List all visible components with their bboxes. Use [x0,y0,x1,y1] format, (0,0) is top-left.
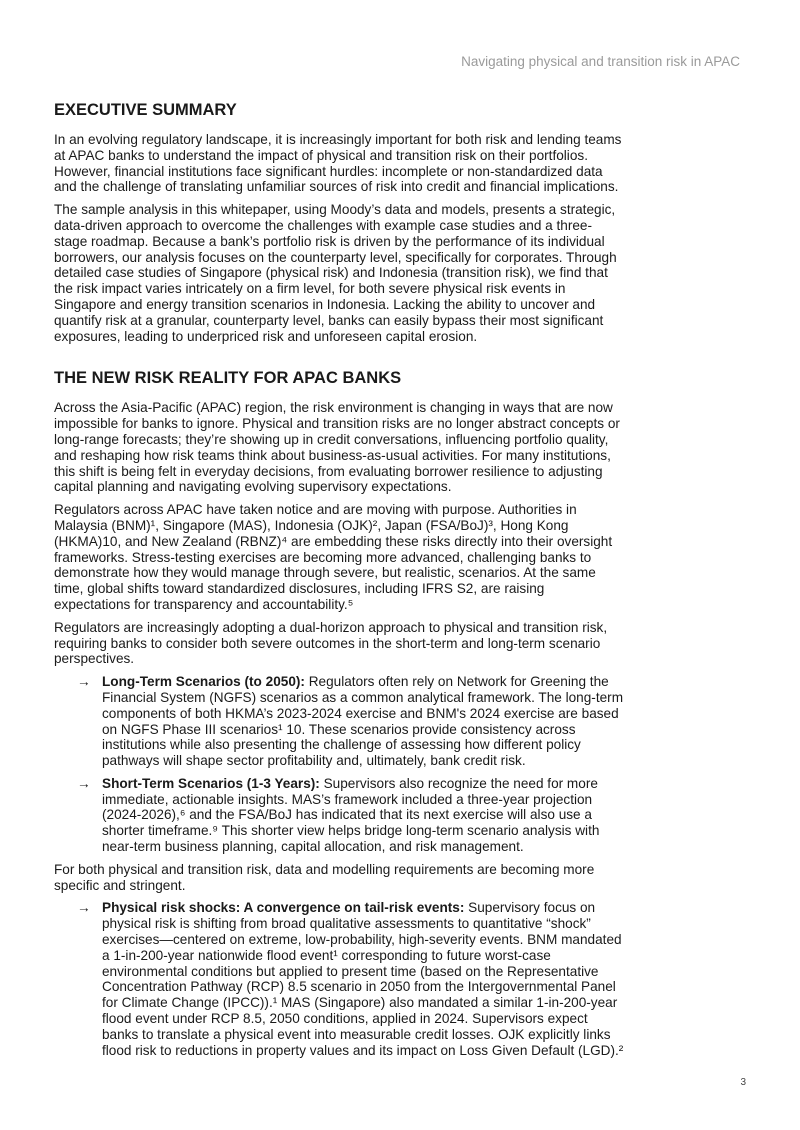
running-header-title: Navigating physical and transition risk in APAC [461,54,740,69]
list-item [77,775,624,855]
paragraph: The sample analysis in this whitepaper, using Moody’s data and models, presents a strategic, data-driven approach to overcome the challenges with example case studies and a three-stage roadmap. Because a bank’s portfolio risk is driven by the performance of its individual borrowers, our analysis focuses on the counterparty level, specifically for corporates. Through detailed case studies of Singapore (physical risk) and Indonesia (transition risk), we find that the risk impact varies intricately on a firm level, for both severe physical risk events in Singapore and energy transition scenarios in Indonesia. Lacking the ability to uncover and quantify risk at a granular, counterparty level, banks can easily bypass their most significant exposures, leading to underpriced risk and unforeseen capital erosion. [54,202,617,344]
bullet-text: Regulators often rely on Network for Greening the Financial System (NGFS) scenarios as a common analytical framework. The long-term components of both HKMA’s 2023-2024 exercise and BNM's 2024 exercise are based on NGFS Phase III scenarios¹ 10. These scenarios provide consistency across institutions while also presenting the challenge of assessing how different policy pathways will shape sector profitability and, ultimately, bank credit risk. [102,674,624,769]
paragraph: In an evolving regulatory landscape, it is increasingly important for both risk and lending teams at APAC banks to understand the impact of physical and transition risk on their portfolios. However, financial institutions face significant hurdles: incomplete or non-standardized data and the challenge of translating unfamiliar sources of risk into credit and financial implications. [54,132,622,195]
horizon-bullet-list [54,674,624,855]
document-body [54,101,624,1065]
paragraph: Regulators across APAC have taken notice and are moving with purpose. Authorities in Malaysia (BNM)¹, Singapore (MAS), Indonesia (OJK)², Japan (FSA/BoJ)³, Hong Kong (HKMA)10, and New Zealand (RBNZ)⁴ are embedding these risks directly into their oversight frameworks. Stress-testing exercises are becoming more advanced, challenging banks to demonstrate how they would manage through severe, but realistic, scenarios. At the same time, global shifts toward standardized disclosures, including IFRS S2, are raising expectations for transparency and accountability.⁵ [54,502,613,612]
bullet-lead: Physical risk shocks: A convergence on tail-risk events: [102,900,465,916]
paragraph: Across the Asia-Pacific (APAC) region, the risk environment is changing in ways that are now impossible for banks to ignore. Physical and transition risks are no longer abstract concepts or long-range forecasts; they’re showing up in credit conversations, influencing portfolio quality, and reshaping how risk teams think about business-as-usual activities. For many institutions, this shift is being felt in everyday decisions, from evaluating borrower resilience to adjusting capital planning and navigating evolving supervisory expectations. [54,400,620,495]
arrow-right-icon: → [77,674,91,690]
arrow-right-icon: → [77,775,91,791]
section-heading-new-risk-reality: THE NEW RISK REALITY FOR APAC BANKS [54,369,402,388]
data-bullet-list [54,900,624,1058]
bullet-lead: Short-Term Scenarios (1-3 Years): [102,775,320,791]
bullet-lead: Long-Term Scenarios (to 2050): [102,674,305,690]
bullet-text: Supervisory focus on physical risk is shifting from broad qualitative assessments to quantitative “shock” exercises—centered on extreme, low-probability, high-severity events. BNM mandated a 1-in-200-year nationwide flood event¹ corresponding to future worst-case environmental conditions but applied to present time (based on the Representative Concentration Pathway (RCP) 8.5 scenario in 2050 from the Intergovernmental Panel for Climate Change (IPCC)).¹ MAS (Singapore) also mandated a similar 1-in-200-year flood event under RCP 8.5, 2050 conditions, applied in 2024. Supervisors expect banks to translate a physical event into measurable credit losses. OJK explicitly links flood risk to reductions in property values and its impact on Loss Given Default (LGD).² [102,900,624,1058]
arrow-right-icon: → [77,900,91,916]
list-item [77,900,624,1058]
section-heading-executive-summary: EXECUTIVE SUMMARY [54,101,237,119]
paragraph: Regulators are increasingly adopting a dual-horizon approach to physical and transition risk, requiring banks to consider both severe outcomes in the short-term and long-term scenario perspectives. [54,619,608,667]
bullet-text: Supervisors also recognize the need for more immediate, actionable insights. MAS’s framework included a three-year projection (2024-2026),⁶ and the FSA/BoJ has indicated that its next exercise will also use a shorter timeframe.⁹ This shorter view helps bridge long-term scenario analysis with near-term business planning, capital allocation, and risk management. [102,775,600,855]
paragraph: For both physical and transition risk, data and modelling requirements are becoming more specific and stringent. [54,861,595,893]
page-number: 3 [740,1077,746,1088]
list-item [77,674,624,769]
